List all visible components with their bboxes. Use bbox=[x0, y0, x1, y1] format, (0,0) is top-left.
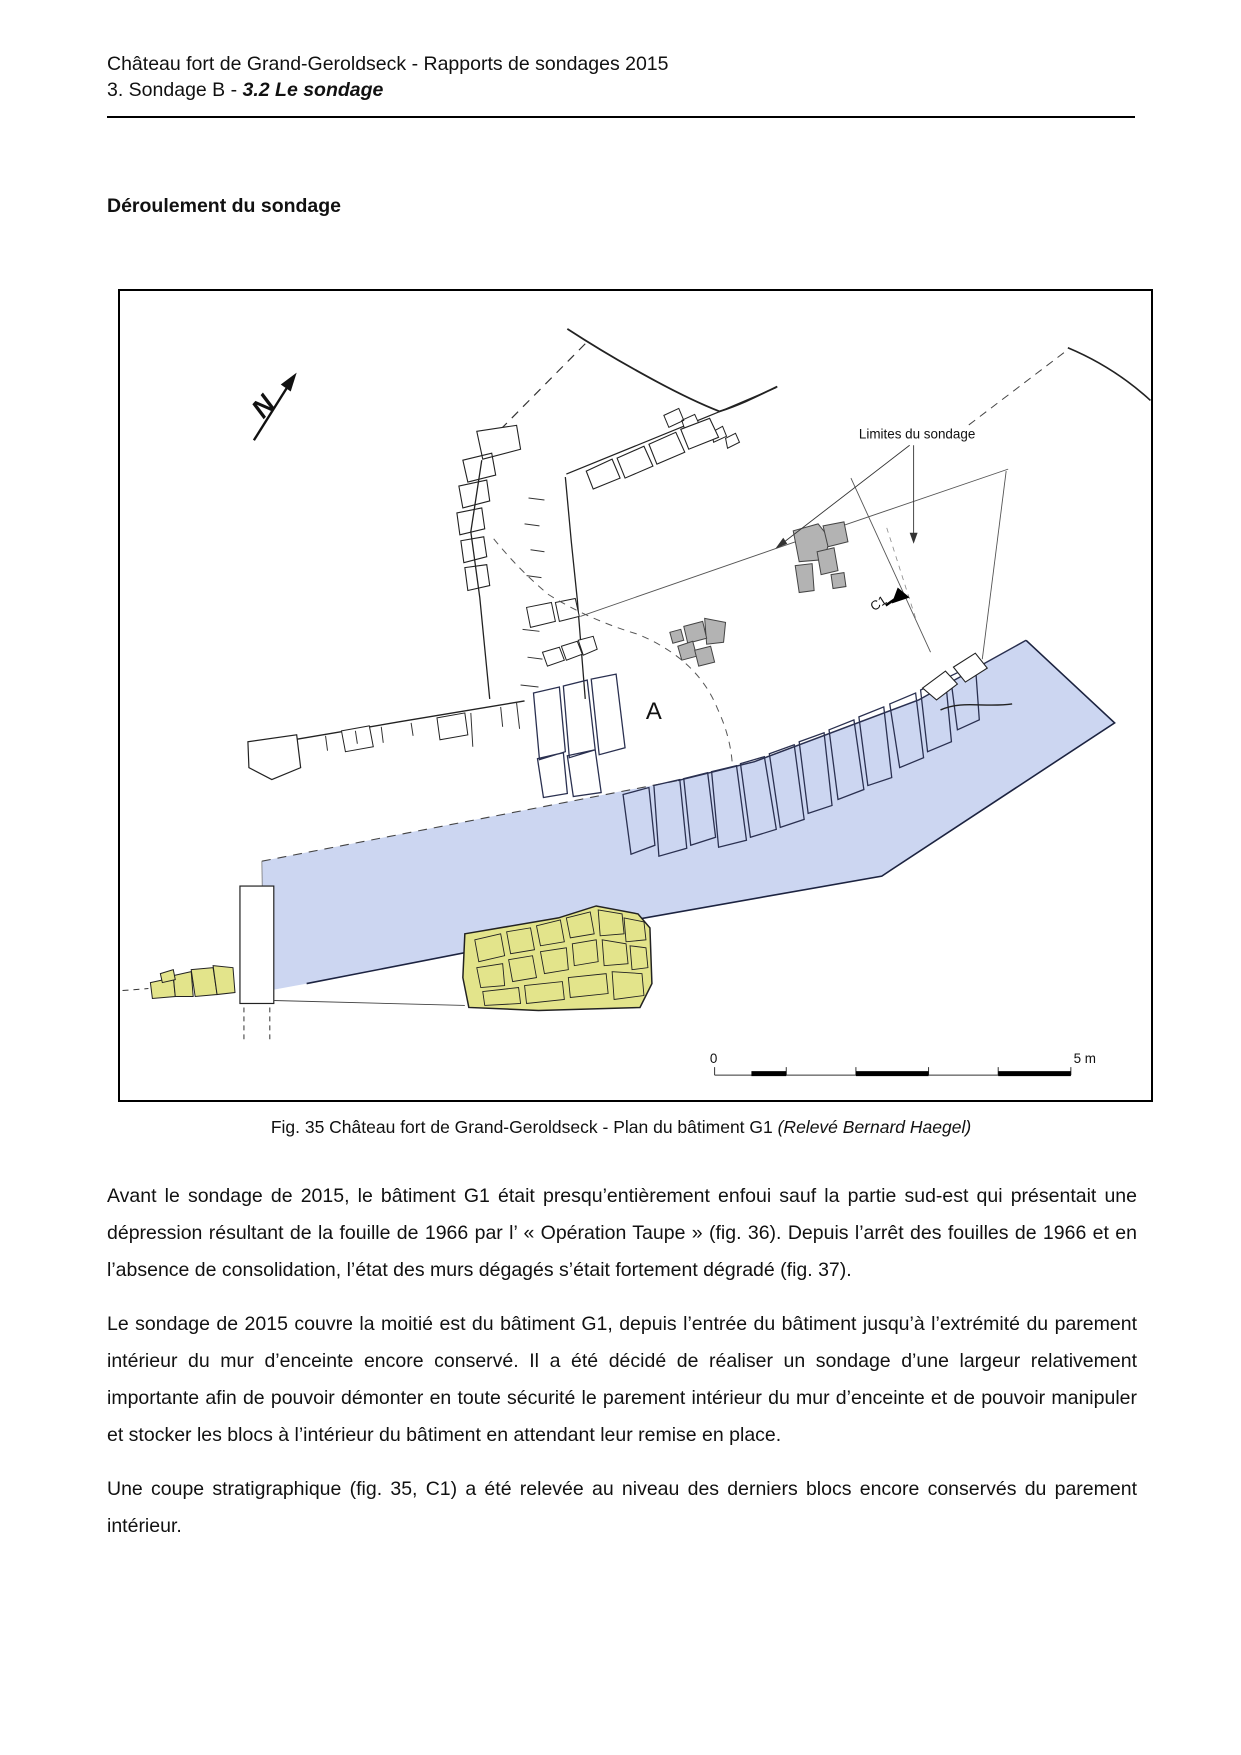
limits-label: Limites du sondage bbox=[858, 426, 976, 442]
header-line-2-emphasis: 3.2 Le sondage bbox=[242, 79, 384, 101]
north-arrow-icon bbox=[245, 373, 296, 441]
body-text bbox=[107, 1178, 1137, 1562]
long-west-wall bbox=[248, 701, 525, 780]
header-line-1: Château fort de Grand-Geroldseck - Rapports de sondages 2015 bbox=[107, 53, 669, 75]
paragraph-3: Une coupe stratigraphique (fig. 35, C1) a été relevée au niveau des derniers blocs encore conservés du parement intérieur. bbox=[107, 1478, 1137, 1537]
figure-caption bbox=[107, 1117, 1135, 1138]
fallen-stones-gray bbox=[670, 522, 848, 666]
building-west-wall bbox=[457, 425, 597, 699]
header-line-2 bbox=[107, 77, 1135, 103]
c1-section-marker bbox=[867, 588, 909, 614]
caption-text: Fig. 35 Château fort de Grand-Geroldseck - Plan du bâtiment G1 bbox=[270, 1117, 778, 1137]
building-north-wall bbox=[566, 388, 776, 489]
north-label: N bbox=[245, 389, 281, 424]
page-header bbox=[107, 51, 1135, 103]
section-heading: Déroulement du sondage bbox=[107, 195, 342, 217]
paragraph-2: Le sondage de 2015 couvre la moitié est du bâtiment G1, depuis l’entrée du bâtiment jusqu’à l’extrémité du parement intérieur du mur d’enceinte encore conservé. Il a été décidé de réaliser un sondage d’une largeur relativement importante afin de pouvoir démonter en toute sécurité le parement intérieur du mur d’enceinte et de pouvoir manipuler et stocker les blocs à l’intérieur du bâtiment en attendant leur remise en place. bbox=[107, 1313, 1137, 1446]
scale-bar bbox=[710, 1051, 1096, 1076]
scale-five-label: 5 m bbox=[1073, 1051, 1096, 1067]
header-rule bbox=[107, 116, 1135, 118]
scale-zero-label: 0 bbox=[709, 1051, 718, 1067]
header-line-2-prefix: 3. Sondage B - bbox=[107, 79, 243, 101]
terrain-lines bbox=[501, 329, 1151, 430]
site-plan-drawing bbox=[120, 291, 1151, 1100]
caption-credit: (Relevé Bernard Haegel) bbox=[777, 1117, 972, 1137]
area-a-label: A bbox=[645, 697, 662, 725]
sondage-boundary-lines bbox=[580, 469, 1008, 659]
c1-label: C1 bbox=[867, 592, 890, 614]
paragraph-1: Avant le sondage de 2015, le bâtiment G1 était presqu’entièrement enfoui sauf la partie sud-est qui présentait une dépression résultant de la fouille de 1966 par l’ « Opération Taupe » (fig. 36). Depuis l’arrêt des fouilles de 1966 et en l’absence de consolidation, l’état des murs dégagés s’était fortement dégradé (fig. 37). bbox=[107, 1185, 1137, 1281]
figure-35-plan bbox=[118, 289, 1153, 1102]
